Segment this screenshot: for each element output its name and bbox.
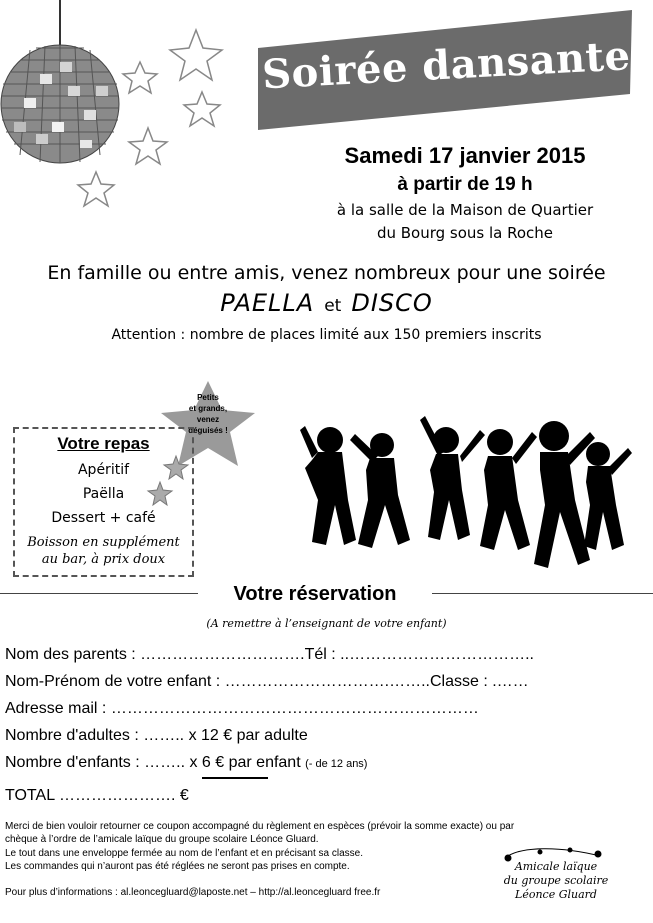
form-line-child[interactable]: Nom-Prénom de votre enfant : ………………………….……..Classe : .…… <box>5 673 529 690</box>
paella-label: PAELLA <box>220 289 315 317</box>
event-time: à partir de 19 h <box>397 174 533 195</box>
divider <box>0 593 198 594</box>
notice-line: Le tout dans une enveloppe fermée au nom de l’enfant et en précisant sa classe. <box>5 848 364 859</box>
venue-line-1: à la salle de la Maison de Quartier <box>336 201 594 219</box>
star-badge-line: et grands, <box>188 404 228 413</box>
menu-item: Apéritif <box>77 462 130 478</box>
divider <box>432 593 653 594</box>
menu-note: au bar, à prix doux <box>41 552 166 567</box>
form-line-total[interactable]: TOTAL …………………. € <box>5 787 189 804</box>
attention-note: Attention : nombre de places limité aux 150 premiers inscrits <box>111 327 542 343</box>
children-text: Nombre d'enfants : …….. x 6 € par enfant <box>5 754 301 771</box>
notice-line: chèque à l’ordre de l’amicale laïque du groupe scolaire Léonce Gluard. <box>5 834 319 845</box>
logo-line: Amicale laïque <box>514 860 598 873</box>
et-label: et <box>324 296 342 316</box>
dancers-silhouette <box>300 416 632 568</box>
menu-note: Boisson en supplément <box>27 535 180 550</box>
star-badge-line: venez <box>196 415 220 424</box>
venue-line-2: du Bourg sous la Roche <box>376 224 554 242</box>
form-line-parents[interactable]: Nom des parents : ………………………….Tél : ..…………………………….. <box>5 646 534 663</box>
star-badge-line: déguisés ! <box>188 426 228 435</box>
form-line-adults[interactable]: Nombre d'adultes : …….. x 12 € par adulte <box>5 727 308 744</box>
reservation-title: Votre réservation <box>233 583 397 605</box>
event-date: Samedi 17 janvier 2015 <box>344 143 586 168</box>
star-badge-line: Petits <box>197 393 219 402</box>
disco-ball-icon <box>1 45 119 163</box>
logo-line: Léonce Gluard <box>515 888 597 901</box>
underline <box>202 777 268 779</box>
form-line-children[interactable] <box>5 754 367 772</box>
menu-title: Votre repas <box>57 434 150 453</box>
menu-item: Dessert + café <box>51 510 156 526</box>
menu-item: Paëlla <box>82 486 125 502</box>
children-age-note: (- de 12 ans) <box>305 758 368 770</box>
theme-line <box>0 289 653 317</box>
logo-line: du groupe scolaire <box>503 874 609 887</box>
disco-label: DISCO <box>351 289 433 317</box>
notice-line: Merci de bien vouloir retourner ce coupon accompagné du règlement en espèces (prévoir la somme exacte) ou par <box>5 821 515 832</box>
contact-info: Pour plus d’informations : al.leoncegluard@laposte.net – http://al.leoncegluard free.fr <box>5 887 381 898</box>
invite-text: En famille ou entre amis, venez nombreux pour une soirée <box>47 262 606 284</box>
form-line-email[interactable]: Adresse mail : …………………………………………………………… <box>5 700 479 717</box>
reservation-subtitle: (A remettre à l’enseignant de votre enfant) <box>206 617 447 630</box>
notice-line: Les commandes qui n’auront pas été réglées ne seront pas prises en compte. <box>5 861 350 872</box>
page-title: Soirée dansante <box>261 32 632 99</box>
